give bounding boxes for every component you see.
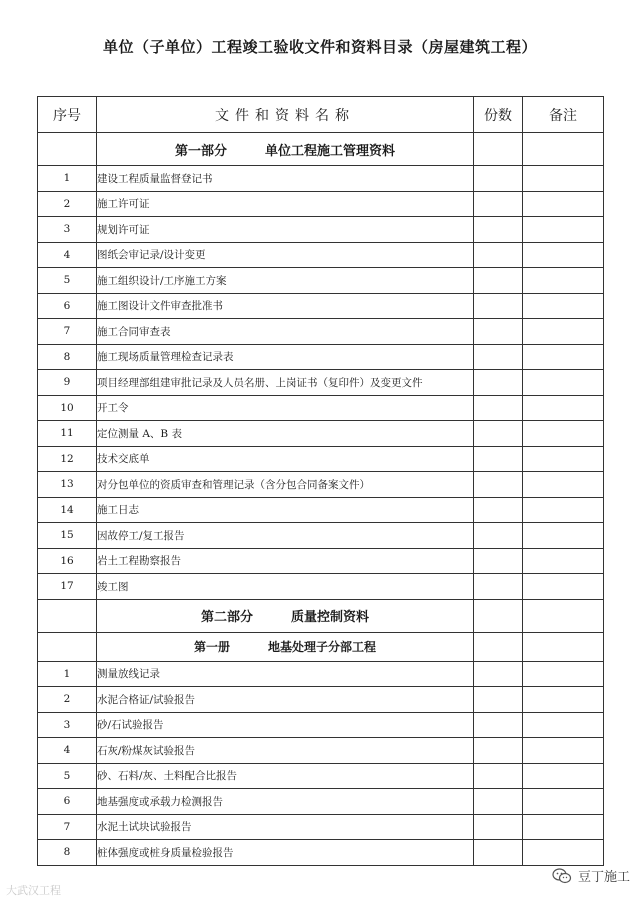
- brand-name: 豆丁施工: [577, 870, 630, 885]
- row-remark: [523, 687, 604, 713]
- row-name: 对分包单位的资质审查和管理记录（含分包合同备案文件）: [97, 472, 474, 498]
- table-row: [38, 268, 604, 294]
- row-name: 定位测量 A、B 表: [97, 421, 474, 447]
- row-remark: [523, 191, 604, 217]
- table-row: [38, 446, 604, 472]
- table-row: [38, 166, 604, 192]
- row-number: 5: [38, 268, 97, 294]
- row-number: 3: [38, 712, 97, 738]
- part2-heading: [97, 599, 474, 632]
- table-header-row: [38, 97, 604, 133]
- table-row: [38, 840, 604, 866]
- wechat-icon: [552, 868, 572, 884]
- watermark-text: 大武汉工程: [6, 884, 61, 897]
- row-name: 施工合同审查表: [97, 319, 474, 345]
- row-number: 7: [38, 319, 97, 345]
- row-name: 施工许可证: [97, 191, 474, 217]
- part2-label: 第二部分: [200, 610, 253, 625]
- volume1-title: 地基处理子分部工程: [268, 640, 377, 654]
- row-number: 4: [38, 738, 97, 764]
- row-name: 岩土工程勘察报告: [97, 548, 474, 574]
- row-copies: [474, 789, 523, 815]
- row-copies: [474, 395, 523, 421]
- row-number: 1: [38, 166, 97, 192]
- row-number: 5: [38, 763, 97, 789]
- part1-title: 单位工程施工管理资料: [265, 143, 396, 159]
- table-row: [38, 242, 604, 268]
- row-remark: [523, 814, 604, 840]
- row-remark: [523, 166, 604, 192]
- page-title: 单位（子单位）工程竣工验收文件和资料目录（房屋建筑工程）: [102, 38, 537, 56]
- row-remark: [523, 446, 604, 472]
- row-name: 水泥合格证/试验报告: [97, 687, 474, 713]
- row-remark: [523, 523, 604, 549]
- part2-title: 质量控制资料: [291, 610, 370, 625]
- row-remark: [523, 319, 604, 345]
- table-row: [38, 217, 604, 243]
- row-copies: [474, 166, 523, 192]
- row-name: 砂/石试验报告: [97, 712, 474, 738]
- row-remark: [523, 268, 604, 294]
- header-copies: 份数: [474, 97, 523, 133]
- row-number: 13: [38, 472, 97, 498]
- row-name: 项目经理部组建审批记录及人员名册、上岗证书（复印件）及变更文件: [97, 370, 474, 396]
- row-remark: [523, 395, 604, 421]
- row-copies: [474, 661, 523, 687]
- row-remark: [523, 763, 604, 789]
- row-remark: [523, 344, 604, 370]
- row-number: 1: [38, 661, 97, 687]
- row-number: 9: [38, 370, 97, 396]
- row-copies: [474, 268, 523, 294]
- table-row: [38, 293, 604, 319]
- row-copies: [474, 687, 523, 713]
- row-number: 16: [38, 548, 97, 574]
- header-name: 文件和资料名称: [97, 97, 474, 133]
- table-row: [38, 370, 604, 396]
- table-row: [38, 395, 604, 421]
- row-number: 8: [38, 840, 97, 866]
- row-name: 石灰/粉煤灰试验报告: [97, 738, 474, 764]
- row-number: 14: [38, 497, 97, 523]
- table-row: [38, 661, 604, 687]
- row-number: 4: [38, 242, 97, 268]
- row-name: 施工组织设计/工序施工方案: [97, 268, 474, 294]
- row-copies: [474, 217, 523, 243]
- row-number: 2: [38, 687, 97, 713]
- row-number: 17: [38, 574, 97, 600]
- row-copies: [474, 574, 523, 600]
- row-remark: [523, 293, 604, 319]
- row-name: 施工现场质量管理检查记录表: [97, 344, 474, 370]
- row-remark: [523, 661, 604, 687]
- row-name: 施工图设计文件审查批准书: [97, 293, 474, 319]
- table-row: [38, 344, 604, 370]
- row-remark: [523, 840, 604, 866]
- table-row: [38, 319, 604, 345]
- table-row: [38, 497, 604, 523]
- row-number: 3: [38, 217, 97, 243]
- table-row: [38, 687, 604, 713]
- part2-heading-row: [38, 599, 604, 632]
- row-name: 因故停工/复工报告: [97, 523, 474, 549]
- part1-label: 第一部分: [174, 143, 227, 159]
- row-number: 6: [38, 789, 97, 815]
- volume1-heading: [97, 632, 474, 661]
- table-row: [38, 421, 604, 447]
- row-copies: [474, 191, 523, 217]
- table-row: [38, 814, 604, 840]
- row-copies: [474, 242, 523, 268]
- row-copies: [474, 370, 523, 396]
- row-name: 施工日志: [97, 497, 474, 523]
- row-copies: [474, 497, 523, 523]
- row-copies: [474, 763, 523, 789]
- table-row: [38, 712, 604, 738]
- table-row: [38, 763, 604, 789]
- part1-heading-row: [38, 133, 604, 166]
- row-copies: [474, 472, 523, 498]
- row-number: 8: [38, 344, 97, 370]
- table-row: [38, 738, 604, 764]
- row-name: 建设工程质量监督登记书: [97, 166, 474, 192]
- table-row: [38, 548, 604, 574]
- catalog-table: [37, 96, 604, 866]
- row-name: 水泥土试块试验报告: [97, 814, 474, 840]
- row-remark: [523, 789, 604, 815]
- row-number: 2: [38, 191, 97, 217]
- table-row: [38, 191, 604, 217]
- row-remark: [523, 421, 604, 447]
- row-number: 10: [38, 395, 97, 421]
- row-copies: [474, 523, 523, 549]
- row-name: 地基强度或承载力检测报告: [97, 789, 474, 815]
- row-remark: [523, 217, 604, 243]
- row-copies: [474, 344, 523, 370]
- row-remark: [523, 497, 604, 523]
- row-number: 12: [38, 446, 97, 472]
- row-copies: [474, 548, 523, 574]
- row-name: 开工令: [97, 395, 474, 421]
- row-copies: [474, 738, 523, 764]
- brand-badge: [552, 866, 630, 885]
- row-number: 6: [38, 293, 97, 319]
- row-name: 桩体强度或桩身质量检验报告: [97, 840, 474, 866]
- row-copies: [474, 319, 523, 345]
- row-remark: [523, 370, 604, 396]
- row-copies: [474, 814, 523, 840]
- row-copies: [474, 421, 523, 447]
- row-remark: [523, 738, 604, 764]
- table-row: [38, 574, 604, 600]
- row-remark: [523, 548, 604, 574]
- row-copies: [474, 712, 523, 738]
- table-row: [38, 472, 604, 498]
- row-remark: [523, 574, 604, 600]
- row-name: 图纸会审记录/设计变更: [97, 242, 474, 268]
- header-no: 序号: [38, 97, 97, 133]
- row-number: 15: [38, 523, 97, 549]
- header-remark: 备注: [523, 97, 604, 133]
- row-copies: [474, 446, 523, 472]
- row-number: 7: [38, 814, 97, 840]
- volume1-label: 第一册: [193, 640, 230, 654]
- volume1-heading-row: [38, 632, 604, 661]
- part1-heading: [97, 133, 474, 166]
- row-name: 规划许可证: [97, 217, 474, 243]
- row-name: 测量放线记录: [97, 661, 474, 687]
- row-copies: [474, 840, 523, 866]
- row-name: 竣工图: [97, 574, 474, 600]
- row-number: 11: [38, 421, 97, 447]
- row-copies: [474, 293, 523, 319]
- table-row: [38, 523, 604, 549]
- row-remark: [523, 472, 604, 498]
- row-remark: [523, 712, 604, 738]
- row-name: 技术交底单: [97, 446, 474, 472]
- table-row: [38, 789, 604, 815]
- row-remark: [523, 242, 604, 268]
- row-name: 砂、石料/灰、土料配合比报告: [97, 763, 474, 789]
